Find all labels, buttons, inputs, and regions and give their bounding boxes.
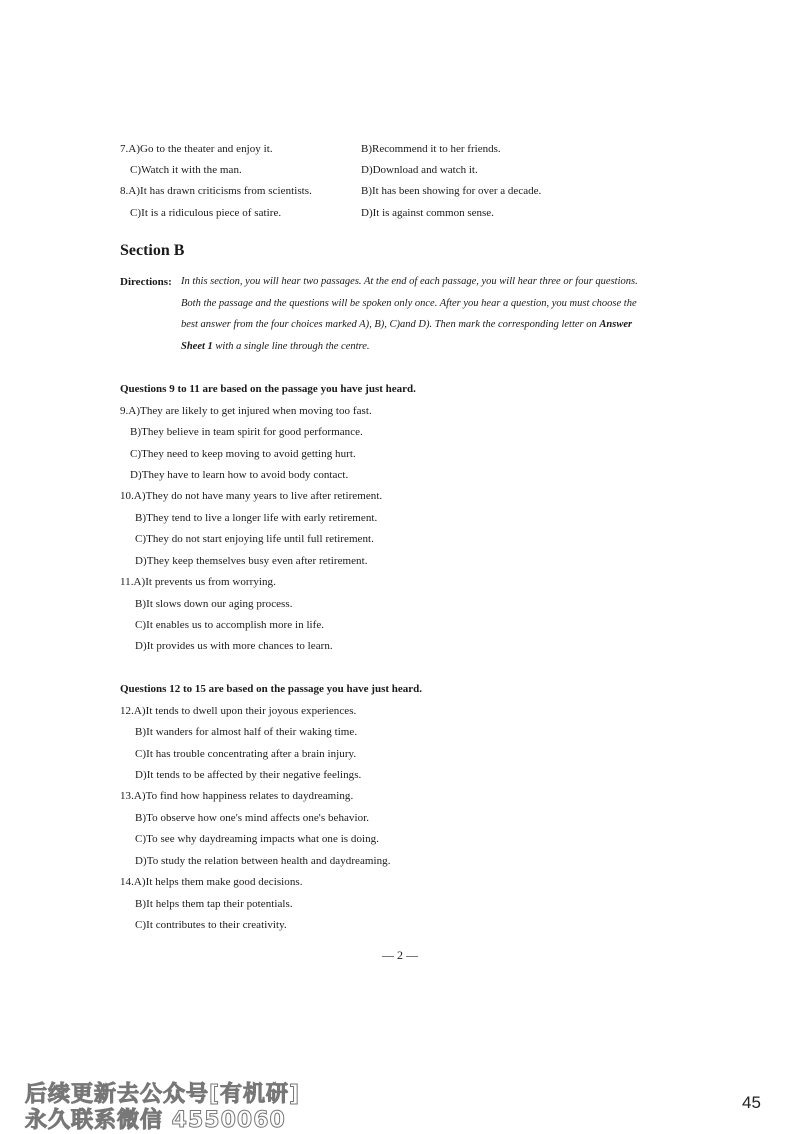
directions-line-4-text: with a single line through the centre. [212,341,370,352]
option-8b: B)It has been showing for over a decade. [361,185,542,197]
option-14a: 14.A)It helps them make good decisions. [120,876,303,888]
option-11c: C)It enables us to accomplish more in life. [135,619,325,631]
option-8a: 8.A)It has drawn criticisms from scientists. [120,185,312,197]
option-13d: D)To study the relation between health and daydreaming. [135,855,391,867]
option-12c: C)It has trouble concentrating after a brain injury. [135,748,357,760]
option-12a: 12.A)It tends to dwell upon their joyous experiences. [120,705,357,717]
directions-line-4 [181,341,370,352]
directions-line-3 [181,319,632,330]
corner-number: 45 [742,1093,761,1112]
option-9c: C)They need to keep moving to avoid getting hurt. [130,448,356,460]
option-7d: D)Download and watch it. [361,164,478,176]
option-12d: D)It tends to be affected by their negative feelings. [135,769,362,781]
watermark-line-1: 后续更新去公众号[有机研] [25,1082,301,1107]
option-11d: D)It provides us with more chances to learn. [135,640,333,652]
option-13c: C)To see why daydreaming impacts what one is doing. [135,833,380,845]
option-7c: C)Watch it with the man. [130,164,242,176]
option-10a: 10.A)They do not have many years to live after retirement. [120,490,383,502]
option-10d: D)They keep themselves busy even after retirement. [135,555,368,567]
option-9a: 9.A)They are likely to get injured when moving too fast. [120,405,372,417]
option-11a: 11.A)It prevents us from worrying. [120,576,276,588]
option-9b: B)They believe in team spirit for good performance. [130,426,363,438]
option-9d: D)They have to learn how to avoid body contact. [130,469,349,481]
option-14b: B)It helps them tap their potentials. [135,898,293,910]
directions-label: Directions: [120,276,172,288]
directions-line-1: In this section, you will hear two passages. At the end of each passage, you will hear three or four questions. [181,276,638,287]
directions-line-3-text: best answer from the four choices marked A), B), C)and D). Then mark the corresponding letter on [181,319,597,330]
option-13b: B)To observe how one's mind affects one's behavior. [135,812,370,824]
option-13a: 13.A)To find how happiness relates to daydreaming. [120,790,354,802]
answer-sheet-bold-2: Sheet 1 [181,341,213,352]
questions-12-15-heading: Questions 12 to 15 are based on the passage you have just heard. [120,683,423,695]
answer-sheet-bold-1: Answer [599,319,633,330]
questions-9-11-heading: Questions 9 to 11 are based on the passage you have just heard. [120,383,416,395]
option-8c: C)It is a ridiculous piece of satire. [130,207,282,219]
watermark-line-2: 永久联系微信 4550060 [25,1108,286,1133]
option-7b: B)Recommend it to her friends. [361,143,501,155]
page-number: — 2 — [382,948,418,962]
option-10b: B)They tend to live a longer life with early retirement. [135,512,378,524]
directions-line-2: Both the passage and the questions will be spoken only once. After you hear a question, you must choose the [181,298,637,309]
option-14c: C)It contributes to their creativity. [135,919,287,931]
option-11b: B)It slows down our aging process. [135,598,293,610]
option-12b: B)It wanders for almost half of their waking time. [135,726,358,738]
option-7a: 7.A)Go to the theater and enjoy it. [120,143,273,155]
section-title: Section B [120,242,185,259]
option-10c: C)They do not start enjoying life until full retirement. [135,533,374,545]
option-8d: D)It is against common sense. [361,207,494,219]
